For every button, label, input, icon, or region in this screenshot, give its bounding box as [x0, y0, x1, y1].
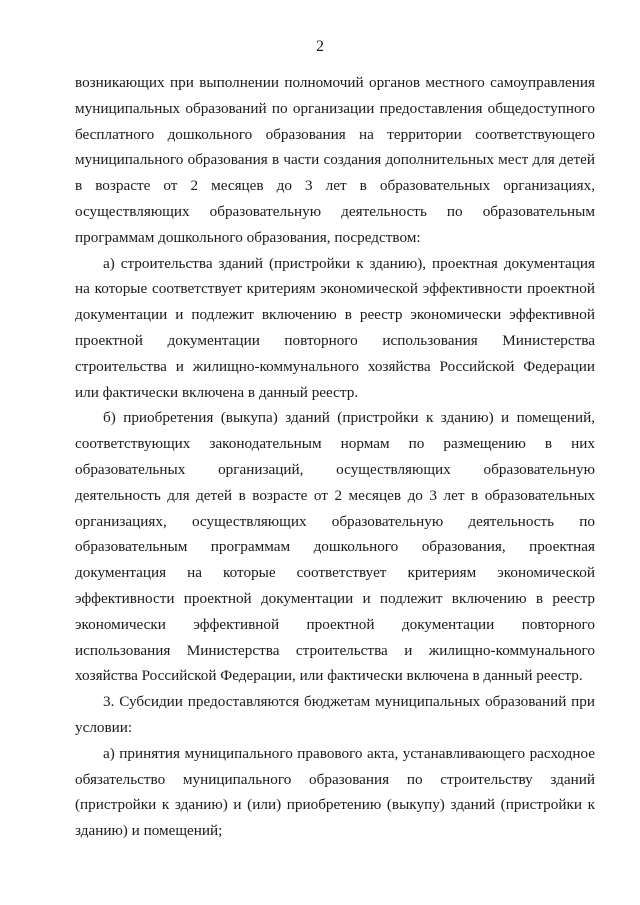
paragraph-continuation: возникающих при выполнении полномочий органов местного самоуправления муниципальных образований по организации предоставления общедоступного бесплатного дошкольного образования на территории соответствующего муниципального образования в части создания дополнительных мест для детей в возрасте от 2 месяцев до 3 лет в образовательных организациях, осуществляющих образовательную деятельность по образовательным программам дошкольного образования, посредством: — [75, 74, 595, 246]
paragraph-clause-3: 3. Субсидии предоставляются бюджетам муниципальных образований при условии: — [75, 693, 595, 736]
page-number: 2 — [316, 38, 324, 55]
document-body — [75, 70, 595, 844]
paragraph-item-a: а) строительства зданий (пристройки к зданию), проектная документация на которые соответствует критериям экономической эффективности проектной документации и подлежит включению в реестр экономически эффективной проектной документации повторного использования Министерства строительства и жилищно-коммунального хозяйства Российской Федерации или фактически включена в данный реестр. — [75, 254, 595, 401]
paragraph-item-b: б) приобретения (выкупа) зданий (пристройки к зданию) и помещений, соответствующих законодательным нормам по размещению в них образовательных организаций, осуществляющих образовательную деятельность для детей в возрасте от 2 месяцев до 3 лет в образовательных организациях, осуществляющих образовательную деятельность по образовательным программам дошкольного образования, проектная документация на которые соответствует критериям экономической эффективности проектной документации и подлежит включению в реестр экономически эффективной проектной документации повторного использования Министерства строительства и жилищно-коммунального хозяйства Российской Федерации, или фактически включена в данный реестр. — [75, 409, 595, 685]
paragraph-clause-3-item-a: а) принятия муниципального правового акта, устанавливающего расходное обязательство муниципального образования по строительству зданий (пристройки к зданию) и (или) приобретению (выкупу) зданий (пристройки к зданию) и помещений; — [75, 744, 595, 840]
